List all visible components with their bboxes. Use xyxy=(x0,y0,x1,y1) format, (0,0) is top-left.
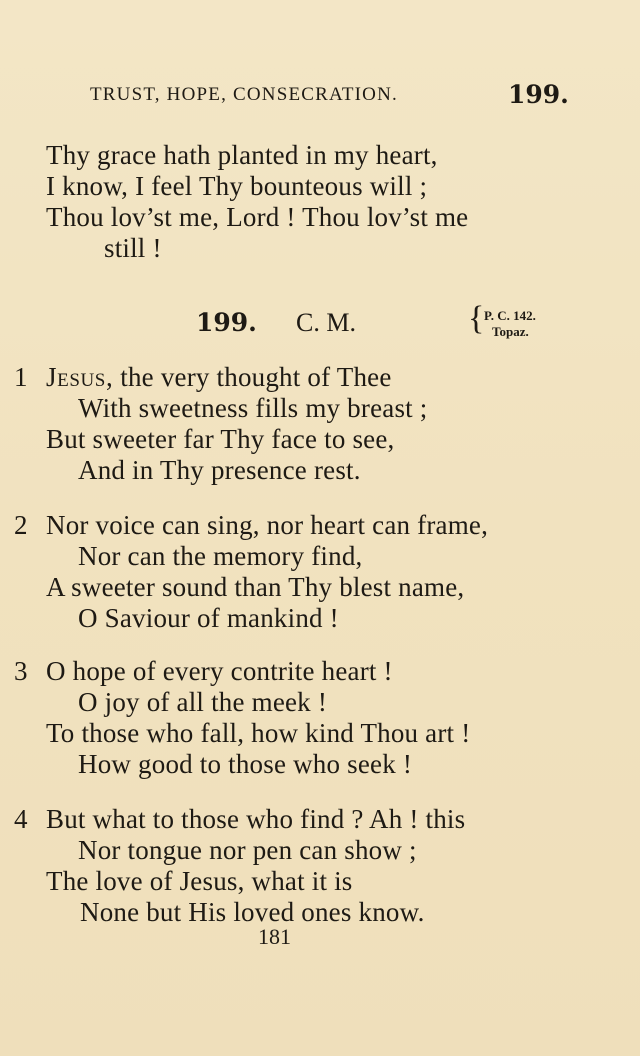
verse-number: 4 xyxy=(14,804,28,834)
verse-line: O joy of all the meek ! xyxy=(78,687,328,717)
running-head xyxy=(0,80,640,110)
hymn-number: 199. xyxy=(196,308,257,337)
verse-line: But sweeter far Thy face to see, xyxy=(46,424,395,454)
page-number: 181 xyxy=(258,924,291,949)
brace-glyph: { xyxy=(468,300,485,337)
previous-line-4: still ! xyxy=(104,233,162,263)
verse-line: To those who fall, how kind Thou art ! xyxy=(46,718,471,748)
verse-line: And in Thy presence rest. xyxy=(78,455,361,485)
previous-line-3: Thou lov’st me, Lord ! Thou lov’st me xyxy=(46,202,469,232)
verse-first-line-rest: the very thought of Thee xyxy=(113,362,392,392)
running-hymn-number: 199. xyxy=(508,80,569,109)
verse-line: Nor voice can sing, nor heart can frame, xyxy=(46,510,489,540)
hymn-heading xyxy=(0,300,640,348)
tune-reference: P. C. 142. xyxy=(484,308,536,323)
verse-number: 1 xyxy=(14,362,28,392)
hymn-meter: C. M. xyxy=(296,308,356,337)
previous-line-1: Thy grace hath planted in my heart, xyxy=(46,140,438,170)
verse-line: Nor tongue nor pen can show ; xyxy=(78,835,417,865)
verse-line: Nor can the memory find, xyxy=(78,541,363,571)
verse-number: 3 xyxy=(14,656,28,686)
verse-line: With sweetness fills my breast ; xyxy=(78,393,428,423)
tune-reference-block xyxy=(468,300,578,346)
verse-line xyxy=(46,362,392,393)
tune-name: Topaz. xyxy=(492,324,529,339)
verse-line: The love of Jesus, what it is xyxy=(46,866,353,896)
verse-line: O Saviour of mankind ! xyxy=(78,603,339,633)
previous-line-2: I know, I feel Thy bounteous will ; xyxy=(46,171,428,201)
running-title: TRUST, HOPE, CONSECRATION. xyxy=(90,84,398,105)
verse-line: But what to those who find ? Ah ! this xyxy=(46,804,466,834)
verse-line: None but His loved ones know. xyxy=(80,897,425,927)
verse-number: 2 xyxy=(14,510,28,540)
verse-line: How good to those who seek ! xyxy=(78,749,413,779)
verse-line: O hope of every contrite heart ! xyxy=(46,656,393,686)
verse-line: A sweeter sound than Thy blest name, xyxy=(46,572,465,602)
verse-first-word: Jesus, xyxy=(46,362,114,392)
